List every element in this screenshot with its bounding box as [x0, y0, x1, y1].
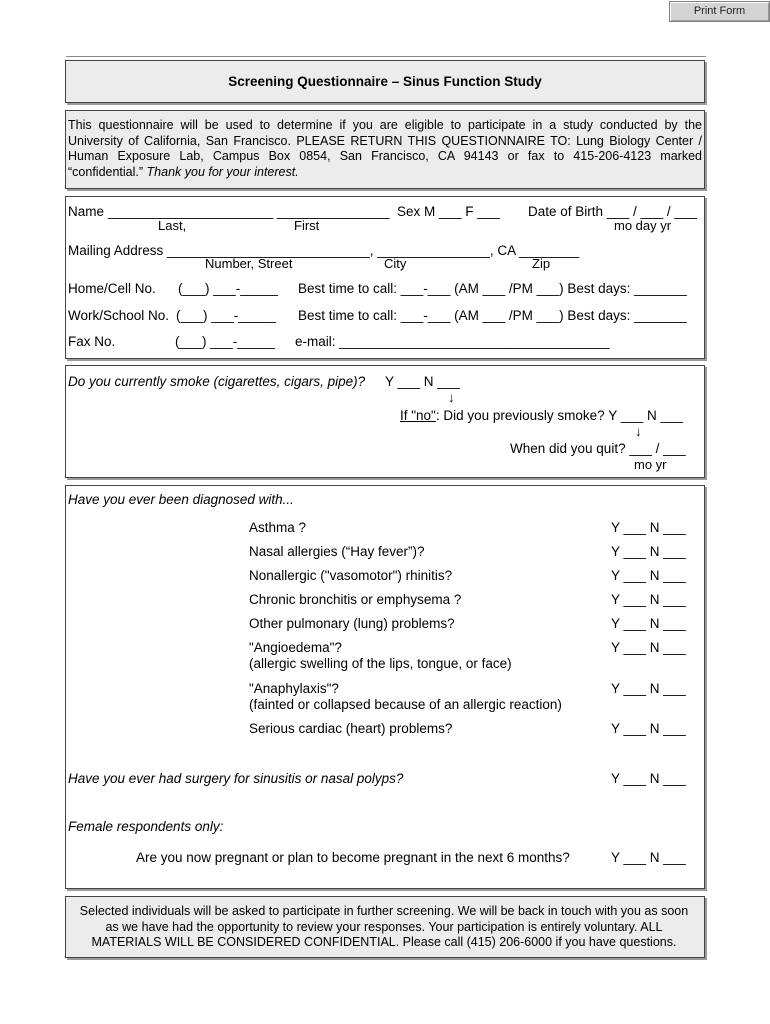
mailing-address-field[interactable]: Mailing Address ___________________________, _______________, CA ________: [68, 243, 580, 258]
intro-line: Human Exposure Lab, Campus Box 0854, San Francisco, CA 94143 or fax to 415-206-4123 marked: [68, 149, 702, 163]
footer-line: Selected individuals will be asked to participate in further screening. We will be back in touch with you as soon: [79, 904, 689, 918]
pregnant-question: Are you now pregnant or plan to become pregnant in the next 6 months?: [136, 850, 570, 865]
sex-field[interactable]: Sex M ___ F ___: [397, 204, 500, 219]
home-best-time-field[interactable]: Best time to call: ___-___ (AM ___ /PM ___) Best days: _______: [298, 281, 687, 296]
down-arrow-icon: ↓: [635, 424, 642, 439]
nasal-allergies-label: Nasal allergies (“Hay fever”)?: [249, 544, 425, 559]
intro-line: [68, 165, 702, 181]
if-no-label: If "no": [400, 408, 436, 423]
intro-line: University of California, San Francisco. PLEASE RETURN THIS QUESTIONNAIRE TO: Lung Biology Center /: [68, 133, 702, 148]
work-best-time-field[interactable]: Best time to call: ___-___ (AM ___ /PM ___) Best days: _______: [298, 308, 687, 323]
bronchitis-label: Chronic bronchitis or emphysema ?: [249, 592, 462, 607]
zip-caption: Zip: [532, 256, 551, 271]
footer-text: [68, 904, 700, 951]
nonallergic-label: Nonallergic ("vasomotor") rhinitis?: [249, 568, 453, 583]
anaphylaxis-detail: (fainted or collapsed because of an allergic reaction): [249, 697, 562, 712]
home-phone-label: Home/Cell No.: [68, 281, 156, 296]
surgery-yn-field[interactable]: Y ___ N ___: [611, 771, 686, 786]
bronchitis-yn-field[interactable]: Y ___ N ___: [611, 592, 686, 607]
smoke-question: Do you currently smoke (cigarettes, cigars, pipe)?: [68, 374, 366, 389]
intro-text: [68, 118, 702, 180]
surgery-question: Have you ever had surgery for sinusitis or nasal polyps?: [68, 771, 404, 786]
name-label: Name: [68, 204, 105, 219]
angioedema-yn-field[interactable]: Y ___ N ___: [611, 640, 686, 655]
email-field[interactable]: e-mail: ____________________________________: [295, 334, 610, 349]
anaphylaxis-label: "Anaphylaxis"?: [249, 681, 339, 696]
diagnosis-heading: Have you ever been diagnosed with...: [68, 492, 294, 507]
number-street-caption: Number, Street: [205, 256, 293, 271]
fax-label: Fax No.: [68, 334, 116, 349]
down-arrow-icon: ↓: [448, 390, 455, 405]
city-caption: City: [384, 256, 407, 271]
print-form-button[interactable]: Print Form: [669, 1, 770, 22]
dob-field[interactable]: Date of Birth ___ / ___ / ___: [528, 204, 697, 219]
page-title: Screening Questionnaire – Sinus Function Study: [228, 74, 542, 89]
mo-yr-caption: mo yr: [634, 457, 667, 472]
footer-line: as we have had the opportunity to review your responses. Your participation is entirely voluntary. ALL: [105, 919, 663, 934]
asthma-label: Asthma ?: [249, 520, 307, 535]
previous-smoke-text: : Did you previously smoke? Y ___ N ___: [435, 408, 683, 423]
previous-smoke-question[interactable]: [400, 408, 683, 424]
quit-date-field[interactable]: When did you quit? ___ / ___: [510, 441, 686, 456]
name-field[interactable]: ______________________ _______________: [108, 204, 390, 219]
top-rule: [66, 56, 706, 57]
female-heading: Female respondents only:: [68, 819, 224, 834]
last-caption: Last,: [158, 218, 187, 233]
angioedema-label: "Angioedema"?: [249, 640, 342, 655]
footer-line: MATERIALS WILL BE CONSIDERED CONFIDENTIAL. Please call (415) 206-6000 if you have questions.: [91, 935, 677, 949]
asthma-yn-field[interactable]: Y ___ N ___: [611, 520, 686, 535]
intro-thanks: Thank you for your interest.: [146, 164, 299, 179]
fax-field[interactable]: (___) ___-_____: [175, 334, 275, 349]
intro-confidential: “confidential.”: [68, 164, 144, 179]
intro-line: This questionnaire will be used to determine if you are eligible to participate in a study conducted by the: [68, 118, 702, 132]
cardiac-yn-field[interactable]: Y ___ N ___: [611, 721, 686, 736]
nonallergic-yn-field[interactable]: Y ___ N ___: [611, 568, 686, 583]
pulmonary-label: Other pulmonary (lung) problems?: [249, 616, 455, 631]
work-phone-label: Work/School No.: [68, 308, 170, 323]
cardiac-label: Serious cardiac (heart) problems?: [249, 721, 453, 736]
angioedema-detail: (allergic swelling of the lips, tongue, or face): [249, 656, 512, 671]
smoke-yn-field[interactable]: Y ___ N ___: [385, 374, 460, 389]
home-phone-field[interactable]: (___) ___-_____: [178, 281, 278, 296]
work-phone-field[interactable]: (___) ___-_____: [176, 308, 276, 323]
anaphylaxis-yn-field[interactable]: Y ___ N ___: [611, 681, 686, 696]
mo-day-yr-caption: mo day yr: [614, 218, 672, 233]
pulmonary-yn-field[interactable]: Y ___ N ___: [611, 616, 686, 631]
pregnant-yn-field[interactable]: Y ___ N ___: [611, 850, 686, 865]
first-caption: First: [294, 218, 320, 233]
nasal-allergies-yn-field[interactable]: Y ___ N ___: [611, 544, 686, 559]
